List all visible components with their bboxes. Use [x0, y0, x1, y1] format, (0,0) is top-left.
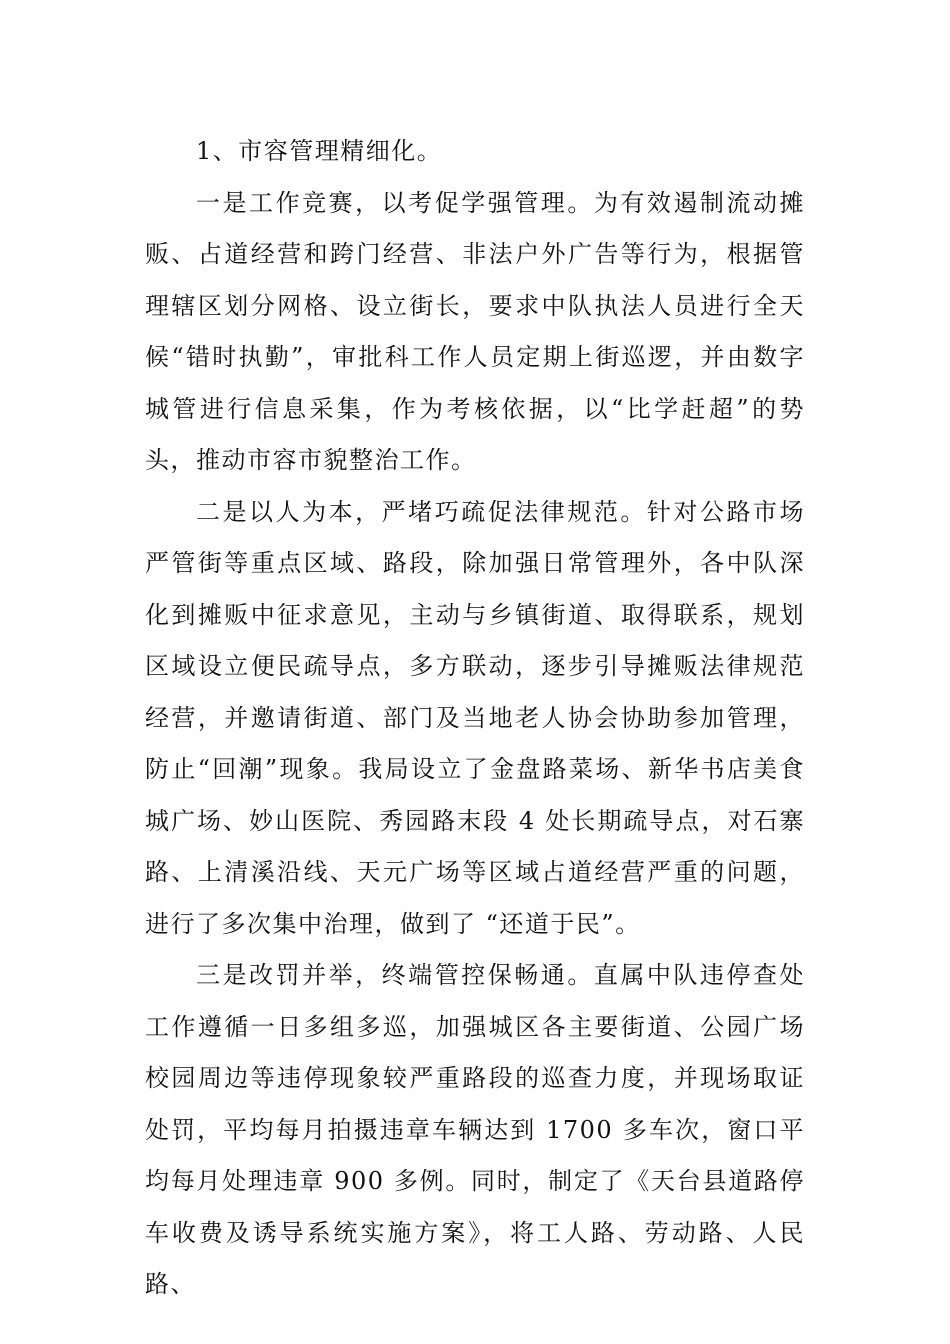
paragraph-parking-control: 三是改罚并举，终端管控保畅通。直属中队违停查处工作遵循一日多组多巡，加强城区各主要街道、公园广场校园周边等违停现象较严重路段的巡查力度，并现场取证处罚，平均每月拍摄违章车辆达到 1700 多车次，窗口平均每月处理违章 900 多例。同时，制定了《天台县道路停车收费及诱导系统实施方案》，将工人路、劳动路、人民路、 [145, 961, 805, 1298]
paragraph-work-competition: 一是工作竞赛，以考促学强管理。为有效遏制流动摊贩、占道经营和跨门经营、非法户外广告等行为，根据管理辖区划分网格、设立街长，要求中队执法人员进行全天候“错时执勤”，审批科工作人员定期上街巡逻，并由数字城管进行信息采集，作为考核依据，以“比学赶超”的势头，推动市容市貌整治工作。 [145, 188, 805, 474]
document-body [145, 126, 805, 1311]
paragraph-people-oriented: 二是以人为本，严堵巧疏促法律规范。针对公路市场严管街等重点区域、路段，除加强日常管理外，各中队深化到摊贩中征求意见，主动与乡镇街道、取得联系，规划区域设立便民疏导点，多方联动，逐步引导摊贩法律规范经营，并邀请街道、部门及当地老人协会协助参加管理，防止“回潮”现象。我局设立了金盘路菜场、新华书店美食城广场、妙山医院、秀园路末段 4 处长期疏导点，对石寨路、上清溪沿线、天元广场等区域占道经营严重的问题，进行了多次集中治理，做到了 “还道于民”。 [145, 497, 805, 938]
section-heading: 1、市容管理精细化。 [196, 137, 443, 165]
